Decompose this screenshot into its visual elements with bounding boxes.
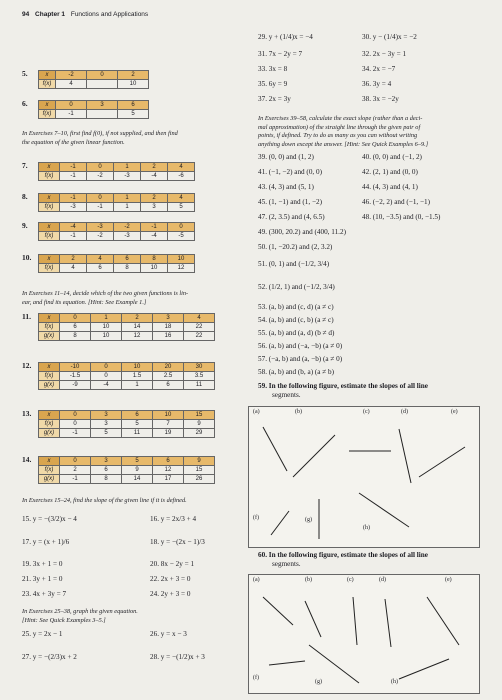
table-row — [39, 194, 195, 203]
fig60-label-f: (f) — [253, 675, 259, 681]
table-cell: 22 — [184, 323, 215, 332]
exercise-6-table — [38, 100, 149, 119]
exercise-38: 38. 3x = −2y — [362, 95, 399, 103]
exercise-11-table — [38, 313, 215, 341]
row-header-cell: x — [39, 363, 60, 372]
table-cell: 0 — [60, 457, 91, 466]
seg-60b — [305, 601, 321, 637]
table-cell: 12 — [153, 466, 184, 475]
table-cell: 10 — [91, 332, 122, 341]
fig59-label-d: (d) — [401, 409, 408, 415]
row-header-cell: f(x) — [39, 466, 60, 475]
exercise-32: 32. 2x − 3y = 1 — [362, 50, 407, 58]
table-cell: 6 — [87, 264, 114, 273]
table-cell: 16 — [153, 332, 184, 341]
table-cell: -3 — [114, 172, 141, 181]
table-row — [39, 172, 195, 181]
table-cell: -3 — [114, 232, 141, 241]
exercise-7-table — [38, 162, 195, 181]
table-cell: 0 — [87, 163, 114, 172]
row-header-cell: g(x) — [39, 332, 60, 341]
exercise-45: 45. (1, −1) and (1, −2) — [258, 198, 322, 206]
table-cell: 4 — [60, 264, 87, 273]
row-header-cell: f(x) — [39, 372, 60, 381]
table-row — [39, 372, 215, 381]
table-row — [39, 71, 149, 80]
exercise-17: 17. y = (x + 1)/6 — [22, 538, 70, 546]
fig59-label-e: (e) — [451, 409, 458, 415]
table-cell: 0 — [60, 314, 91, 323]
table-cell: 3 — [87, 101, 118, 110]
table-cell: 3 — [141, 203, 168, 212]
exercise-12-number: 12. — [22, 361, 32, 370]
exercise-23: 23. 4x + 3y = 7 — [22, 590, 67, 598]
table-row — [39, 314, 215, 323]
exercise-28: 28. y = −(1/2)x + 3 — [150, 653, 205, 661]
table-cell: 8 — [60, 332, 91, 341]
table-cell: 6 — [114, 255, 141, 264]
exercise-60-prompt: 60. In the following figure, estimate the slopes of all line segments. — [258, 551, 428, 568]
table-cell: 2.5 — [153, 372, 184, 381]
seg-60c — [353, 597, 357, 645]
table-cell: 8 — [141, 255, 168, 264]
table-cell: 14 — [122, 323, 153, 332]
seg-59h — [359, 493, 409, 527]
figure-59 — [248, 406, 480, 548]
exercise-48: 48. (10, −3.5) and (0, −1.5) — [362, 213, 441, 221]
table-cell: 2 — [60, 255, 87, 264]
table-cell: -1 — [60, 429, 91, 438]
exercise-58: 58. (a, b) and (b, a) (a ≠ b) — [258, 368, 334, 376]
table-cell: -3 — [60, 203, 87, 212]
exercise-53: 53. (a, b) and (c, d) (a ≠ c) — [258, 303, 334, 311]
table-cell: 9 — [184, 420, 215, 429]
table-cell: 3 — [91, 457, 122, 466]
table-cell: 6 — [60, 323, 91, 332]
fig60-label-h: (h) — [391, 679, 398, 685]
table-cell: 9 — [184, 457, 215, 466]
table-row — [39, 466, 215, 475]
table-cell: 0 — [87, 194, 114, 203]
exercise-5-table — [38, 70, 149, 89]
exercise-29: 29. y + (1/4)x = −4 — [258, 33, 313, 41]
table-cell: 2 — [60, 466, 91, 475]
table-cell: 0 — [60, 420, 91, 429]
table-cell: -9 — [60, 381, 91, 390]
table-cell: 3 — [91, 420, 122, 429]
exercise-8-number: 8. — [22, 192, 28, 201]
table-cell: 20 — [153, 363, 184, 372]
table-cell: -2 — [87, 172, 114, 181]
exercise-21: 21. 3y + 1 = 0 — [22, 575, 63, 583]
row-header-cell: f(x) — [39, 110, 56, 119]
table-cell: 22 — [184, 332, 215, 341]
table-cell: 11 — [122, 429, 153, 438]
exercise-13-number: 13. — [22, 409, 32, 418]
row-header-cell: x — [39, 194, 60, 203]
table-cell: 6 — [153, 457, 184, 466]
table-cell: -4 — [60, 223, 87, 232]
table-cell: 19 — [153, 429, 184, 438]
exercise-37: 37. 2x = 3y — [258, 95, 291, 103]
fig60-label-b: (b) — [305, 577, 312, 583]
table-cell: 9 — [122, 466, 153, 475]
fig59-label-g: (g) — [305, 517, 312, 523]
table-row — [39, 332, 215, 341]
table-cell: 0 — [91, 372, 122, 381]
row-header-cell: x — [39, 163, 60, 172]
table-cell: 14 — [122, 475, 153, 484]
table-row — [39, 411, 215, 420]
exercise-59-prompt: 59. In the following figure, estimate the slopes of all line segments. — [258, 382, 428, 399]
table-cell: 10 — [168, 255, 195, 264]
fig60-label-c: (c) — [347, 577, 354, 583]
table-row — [39, 457, 215, 466]
exercise-55: 55. (a, b) and (a, d) (b ≠ d) — [258, 329, 335, 337]
table-cell — [87, 80, 118, 89]
exercise-42: 42. (2, 1) and (0, 0) — [362, 168, 418, 176]
table-cell: -4 — [141, 232, 168, 241]
exercise-19: 19. 3x + 1 = 0 — [22, 560, 63, 568]
row-header-cell: g(x) — [39, 475, 60, 484]
table-cell: 0 — [60, 411, 91, 420]
instructions-15-24: In Exercises 15–24, find the slope of the given line if it is defined. — [22, 497, 187, 504]
exercise-46: 46. (−2, 2) and (−1, −1) — [362, 198, 431, 206]
table-cell: 1 — [114, 163, 141, 172]
exercise-43: 43. (4, 3) and (5, 1) — [258, 183, 314, 191]
exercise-44: 44. (4, 3) and (4, 1) — [362, 183, 418, 191]
instructions-39-58: In Exercises 39–58, calculate the exact slope (rather than a deci- mal approximation) of the straight line through the given pair of points, if defined. Try to do as many as you can without writing anything down except the answer. [Hint: See Quick Examples 6–9.] — [258, 115, 429, 148]
table-cell: 10 — [141, 264, 168, 273]
chapter-label: Chapter 1 — [35, 11, 66, 18]
table-cell: 5 — [122, 457, 153, 466]
table-cell: 12 — [168, 264, 195, 273]
exercise-11-number: 11. — [22, 312, 31, 321]
exercise-56: 56. (a, b) and (−a, −b) (a ≠ 0) — [258, 342, 343, 350]
table-row — [39, 264, 195, 273]
row-header-cell: f(x) — [39, 172, 60, 181]
row-header-cell: g(x) — [39, 381, 60, 390]
seg-59a — [263, 427, 287, 471]
instructions-25-38: In Exercises 25–38, graph the given equation. [Hint: See Quick Examples 3–5.] — [22, 608, 138, 624]
exercise-51: 51. (0, 1) and (−1/2, 3/4) — [258, 260, 330, 268]
table-cell: 2 — [118, 71, 149, 80]
row-header-cell: f(x) — [39, 420, 60, 429]
seg-60h — [399, 659, 449, 679]
instructions-7-10: In Exercises 7–10, first find f(0), if not supplied, and then find the equation of the given linear function. — [22, 130, 178, 146]
table-cell: 1 — [122, 381, 153, 390]
table-cell: 11 — [184, 381, 215, 390]
exercise-16: 16. y = 2x/3 + 4 — [150, 515, 197, 523]
exercise-18: 18. y = −(2x − 1)/3 — [150, 538, 205, 546]
table-cell: -1 — [60, 232, 87, 241]
table-cell: 6 — [91, 466, 122, 475]
row-header-cell: f(x) — [39, 264, 60, 273]
exercise-14-table — [38, 456, 215, 484]
figure-60-lines — [249, 575, 479, 693]
table-cell: 4 — [87, 255, 114, 264]
table-cell: 7 — [153, 420, 184, 429]
seg-60e — [427, 597, 459, 645]
exercise-13-table — [38, 410, 215, 438]
table-cell: -3 — [87, 223, 114, 232]
exercise-9-number: 9. — [22, 221, 28, 230]
table-cell: -1 — [60, 475, 91, 484]
table-cell: 18 — [153, 323, 184, 332]
table-cell: -10 — [60, 363, 91, 372]
exercise-26: 26. y = x − 3 — [150, 630, 187, 638]
exercise-47: 47. (2, 3.5) and (4, 6.5) — [258, 213, 325, 221]
exercise-12-table — [38, 362, 215, 390]
seg-60d — [385, 599, 391, 647]
exercise-25: 25. y = 2x − 1 — [22, 630, 63, 638]
table-cell: 10 — [153, 411, 184, 420]
table-cell: 17 — [153, 475, 184, 484]
table-cell: 15 — [184, 411, 215, 420]
exercise-36: 36. 3y = 4 — [362, 80, 392, 88]
exercise-22: 22. 2x + 3 = 0 — [150, 575, 191, 583]
table-cell: -2 — [114, 223, 141, 232]
table-cell: 0 — [91, 363, 122, 372]
table-cell: 30 — [184, 363, 215, 372]
table-cell: 4 — [168, 163, 195, 172]
exercise-9-table — [38, 222, 195, 241]
table-cell: 2 — [122, 314, 153, 323]
table-cell: 6 — [153, 381, 184, 390]
table-cell: 4 — [168, 194, 195, 203]
exercise-27: 27. y = −(2/3)x + 2 — [22, 653, 77, 661]
fig59-label-c: (c) — [363, 409, 370, 415]
row-header-cell: x — [39, 101, 56, 110]
table-cell: -1.5 — [60, 372, 91, 381]
row-header-cell: f(x) — [39, 80, 56, 89]
table-cell: 29 — [184, 429, 215, 438]
table-cell: -1 — [60, 163, 87, 172]
fig59-label-a: (a) — [253, 409, 260, 415]
table-cell: -4 — [91, 381, 122, 390]
fig60-label-a: (a) — [253, 577, 260, 583]
table-row — [39, 110, 149, 119]
exercise-20: 20. 8x − 2y = 1 — [150, 560, 195, 568]
exercise-52: 52. (1/2, 1) and (−1/2, 3/4) — [258, 283, 335, 291]
table-cell: 8 — [91, 475, 122, 484]
table-cell: 0 — [56, 101, 87, 110]
exercise-41: 41. (−1, −2) and (0, 0) — [258, 168, 322, 176]
exercise-50: 50. (1, −20.2) and (2, 3.2) — [258, 243, 333, 251]
table-cell: 3 — [91, 411, 122, 420]
row-header-cell: x — [39, 314, 60, 323]
table-cell: -2 — [56, 71, 87, 80]
table-row — [39, 429, 215, 438]
table-row — [39, 232, 195, 241]
table-cell: 8 — [114, 264, 141, 273]
table-cell: 1 — [91, 314, 122, 323]
row-header-cell: x — [39, 255, 60, 264]
seg-60g — [309, 645, 359, 683]
table-cell: -2 — [87, 232, 114, 241]
table-cell: 10 — [91, 323, 122, 332]
chapter-title: Functions and Applications — [70, 11, 149, 18]
table-cell: 1 — [114, 194, 141, 203]
row-header-cell: x — [39, 223, 60, 232]
table-cell: 26 — [184, 475, 215, 484]
row-header-cell: f(x) — [39, 203, 60, 212]
table-row — [39, 323, 215, 332]
exercise-5-number: 5. — [22, 69, 28, 78]
exercise-6-number: 6. — [22, 99, 28, 108]
exercise-7-number: 7. — [22, 161, 28, 170]
exercise-30: 30. y − (1/4)x = −2 — [362, 33, 417, 41]
table-cell: 2 — [141, 163, 168, 172]
exercise-39: 39. (0, 0) and (1, 2) — [258, 153, 314, 161]
table-row — [39, 163, 195, 172]
exercise-8-table — [38, 193, 195, 212]
table-cell: 10 — [122, 363, 153, 372]
table-cell: 2 — [141, 194, 168, 203]
table-cell: -1 — [60, 172, 87, 181]
fig59-label-f: (f) — [253, 515, 259, 521]
seg-59f — [271, 511, 289, 535]
table-cell: -1 — [56, 110, 87, 119]
table-cell: -5 — [168, 232, 195, 241]
table-row — [39, 255, 195, 264]
exercise-10-table — [38, 254, 195, 273]
fig60-label-e: (e) — [445, 577, 452, 583]
seg-59e — [419, 447, 465, 477]
fig60-label-d: (d) — [379, 577, 386, 583]
exercise-57: 57. (−a, b) and (a, −b) (a ≠ 0) — [258, 355, 343, 363]
table-cell: -1 — [60, 194, 87, 203]
row-header-cell: x — [39, 457, 60, 466]
exercise-10-number: 10. — [22, 253, 32, 262]
page-header — [22, 11, 148, 18]
exercise-33: 33. 3x = 8 — [258, 65, 288, 73]
row-header-cell: f(x) — [39, 323, 60, 332]
fig60-label-g: (g) — [315, 679, 322, 685]
table-cell: 1.5 — [122, 372, 153, 381]
row-header-cell: x — [39, 411, 60, 420]
table-cell: 5 — [118, 110, 149, 119]
table-row — [39, 381, 215, 390]
page-number: 94 — [22, 11, 30, 18]
table-cell: -1 — [87, 203, 114, 212]
table-cell — [87, 110, 118, 119]
table-cell: -4 — [141, 172, 168, 181]
table-row — [39, 80, 149, 89]
table-cell: 5 — [122, 420, 153, 429]
instructions-11-14: In Exercises 11–14, decide which of the two given functions is lin- ear, and find its equation. [Hint: See Example 1.] — [22, 290, 189, 306]
exercise-31: 31. 7x − 2y = 7 — [258, 50, 303, 58]
table-cell: 10 — [118, 80, 149, 89]
table-row — [39, 101, 149, 110]
exercise-15: 15. y = −(3/2)x − 4 — [22, 515, 77, 523]
table-cell: 12 — [122, 332, 153, 341]
exercise-34: 34. 2x = −7 — [362, 65, 396, 73]
table-row — [39, 420, 215, 429]
exercise-54: 54. (a, b) and (c, b) (a ≠ c) — [258, 316, 334, 324]
table-row — [39, 475, 215, 484]
row-header-cell: g(x) — [39, 429, 60, 438]
table-cell: 4 — [56, 80, 87, 89]
table-row — [39, 203, 195, 212]
seg-60f — [269, 661, 305, 665]
row-header-cell: x — [39, 71, 56, 80]
table-cell: -1 — [141, 223, 168, 232]
seg-59d — [399, 429, 411, 483]
exercise-49: 49. (300, 20.2) and (400, 11.2) — [258, 228, 346, 236]
table-cell: 1 — [114, 203, 141, 212]
fig59-label-h: (h) — [363, 525, 370, 531]
table-cell: 15 — [184, 466, 215, 475]
table-cell: 3 — [153, 314, 184, 323]
table-cell: 0 — [87, 71, 118, 80]
exercise-35: 35. 6y = 9 — [258, 80, 288, 88]
exercise-14-number: 14. — [22, 455, 32, 464]
table-cell: 3.5 — [184, 372, 215, 381]
table-cell: 5 — [168, 203, 195, 212]
table-row — [39, 363, 215, 372]
exercise-24: 24. 2y + 3 = 0 — [150, 590, 191, 598]
seg-59b — [293, 435, 335, 477]
table-row — [39, 223, 195, 232]
table-cell: 5 — [91, 429, 122, 438]
table-cell: 0 — [168, 223, 195, 232]
table-cell: -6 — [168, 172, 195, 181]
row-header-cell: f(x) — [39, 232, 60, 241]
table-cell: 4 — [184, 314, 215, 323]
fig59-label-b: (b) — [295, 409, 302, 415]
table-cell: 6 — [122, 411, 153, 420]
exercise-40: 40. (0, 0) and (−1, 2) — [362, 153, 422, 161]
figure-60 — [248, 574, 480, 694]
table-cell: 6 — [118, 101, 149, 110]
seg-60a — [263, 597, 293, 625]
